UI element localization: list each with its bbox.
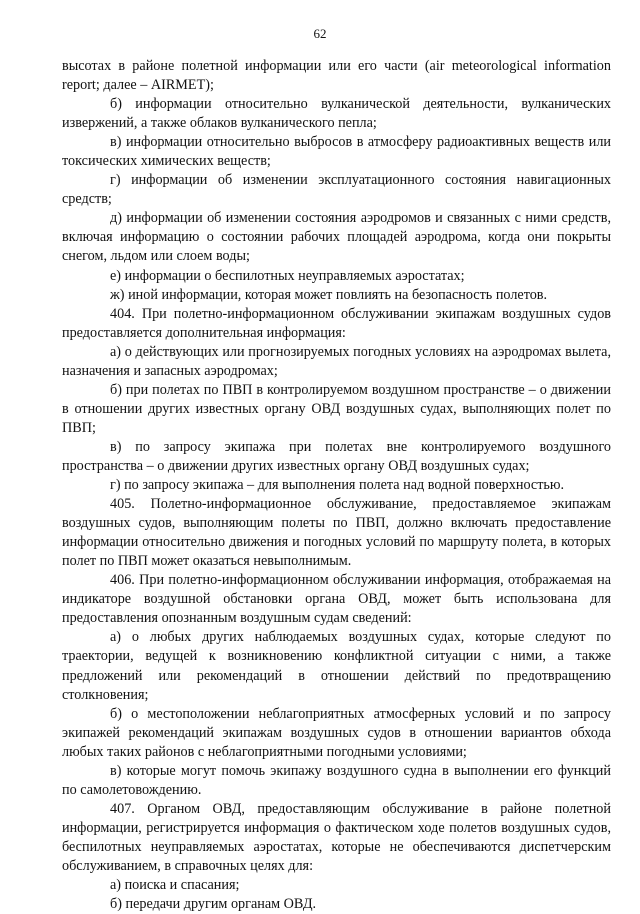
list-item-v: в) которые могут помочь экипажу воздушного судна в выполнении его функций по самолетовождению. <box>62 762 611 798</box>
paragraph-continuation: высотах в районе полетной информации или его части (air meteorological information report; далее – AIRMET); <box>62 58 611 94</box>
document-body <box>62 57 611 914</box>
list-item-zh: ж) иной информации, которая может повлиять на безопасность полетов. <box>110 286 548 303</box>
list-item-a: а) о действующих или прогнозируемых погодных условиях на аэродромах вылета, назначения и запасных аэродромах; <box>62 343 611 379</box>
page-number: 62 <box>313 26 327 41</box>
list-item-d: д) информации об изменении состояния аэродромов и связанных с ними средств, включая информацию о состоянии рабочих площадей аэродрома, когда они покрыты снегом, льдом или слоем воды; <box>62 210 611 265</box>
list-item-v: в) по запросу экипажа при полетах вне контролируемого воздушного пространства – о движении других известных органу ОВД воздушных судах; <box>62 438 611 474</box>
list-item-g: г) информации об изменении эксплуатационного состояния навигационных средств; <box>62 172 611 208</box>
list-item-g: г) по запросу экипажа – для выполнения полета над водной поверхностью. <box>110 477 565 494</box>
list-item-b: б) при полетах по ПВП в контролируемом воздушном пространстве – о движении в отношении других известных органу ОВД воздушных судах, выполняющих полет по ПВП; <box>62 381 611 436</box>
list-item-b: б) передачи другим органам ОВД. <box>110 896 317 913</box>
paragraph-407: 407. Органом ОВД, предоставляющим обслуживание в районе полетной информации, регистрируется информация о фактическом ходе полетов воздушных судов, беспилотных неуправляемых аэростатах, которые не обеспечиваются диспетчерским обслуживанием, в справочных целях для: <box>62 800 611 874</box>
list-item-a: а) о любых других наблюдаемых воздушных судах, которые следуют по траектории, ведущей к возникновению конфликтной ситуации с ними, а также предложений или рекомендаций в отношении действий по предотвращению столкновения; <box>62 629 611 703</box>
paragraph-406: 406. При полетно-информационном обслуживании информация, отображаемая на индикаторе воздушной обстановки органа ОВД, может быть использована для предоставления опознанным воздушным судам сведений: <box>62 572 611 627</box>
list-item-b: б) информации относительно вулканической деятельности, вулканических извержений, а также облаков вулканического пепла; <box>62 96 611 132</box>
list-item-e: е) информации о беспилотных неуправляемых аэростатах; <box>110 267 465 284</box>
list-item-a: а) поиска и спасания; <box>110 877 240 894</box>
list-item-b: б) о местоположении неблагоприятных атмосферных условий и по запросу экипажей рекомендаций экипажам воздушных судов в отношении вариантов обхода любых таких районов с неблагоприятными погодными условиями; <box>62 705 611 760</box>
paragraph-405: 405. Полетно-информационное обслуживание, предоставляемое экипажам воздушных судов, выполняющим полеты по ПВП, должно включать предоставление информации относительно движения и погодных условий по маршруту полета, в которых полет по ПВП может оказаться невыполнимым. <box>62 496 611 570</box>
paragraph-404: 404. При полетно-информационном обслуживании экипажам воздушных судов предоставляется дополнительная информация: <box>62 305 611 341</box>
list-item-v: в) информации относительно выбросов в атмосферу радиоактивных веществ или токсических химических веществ; <box>62 134 611 170</box>
